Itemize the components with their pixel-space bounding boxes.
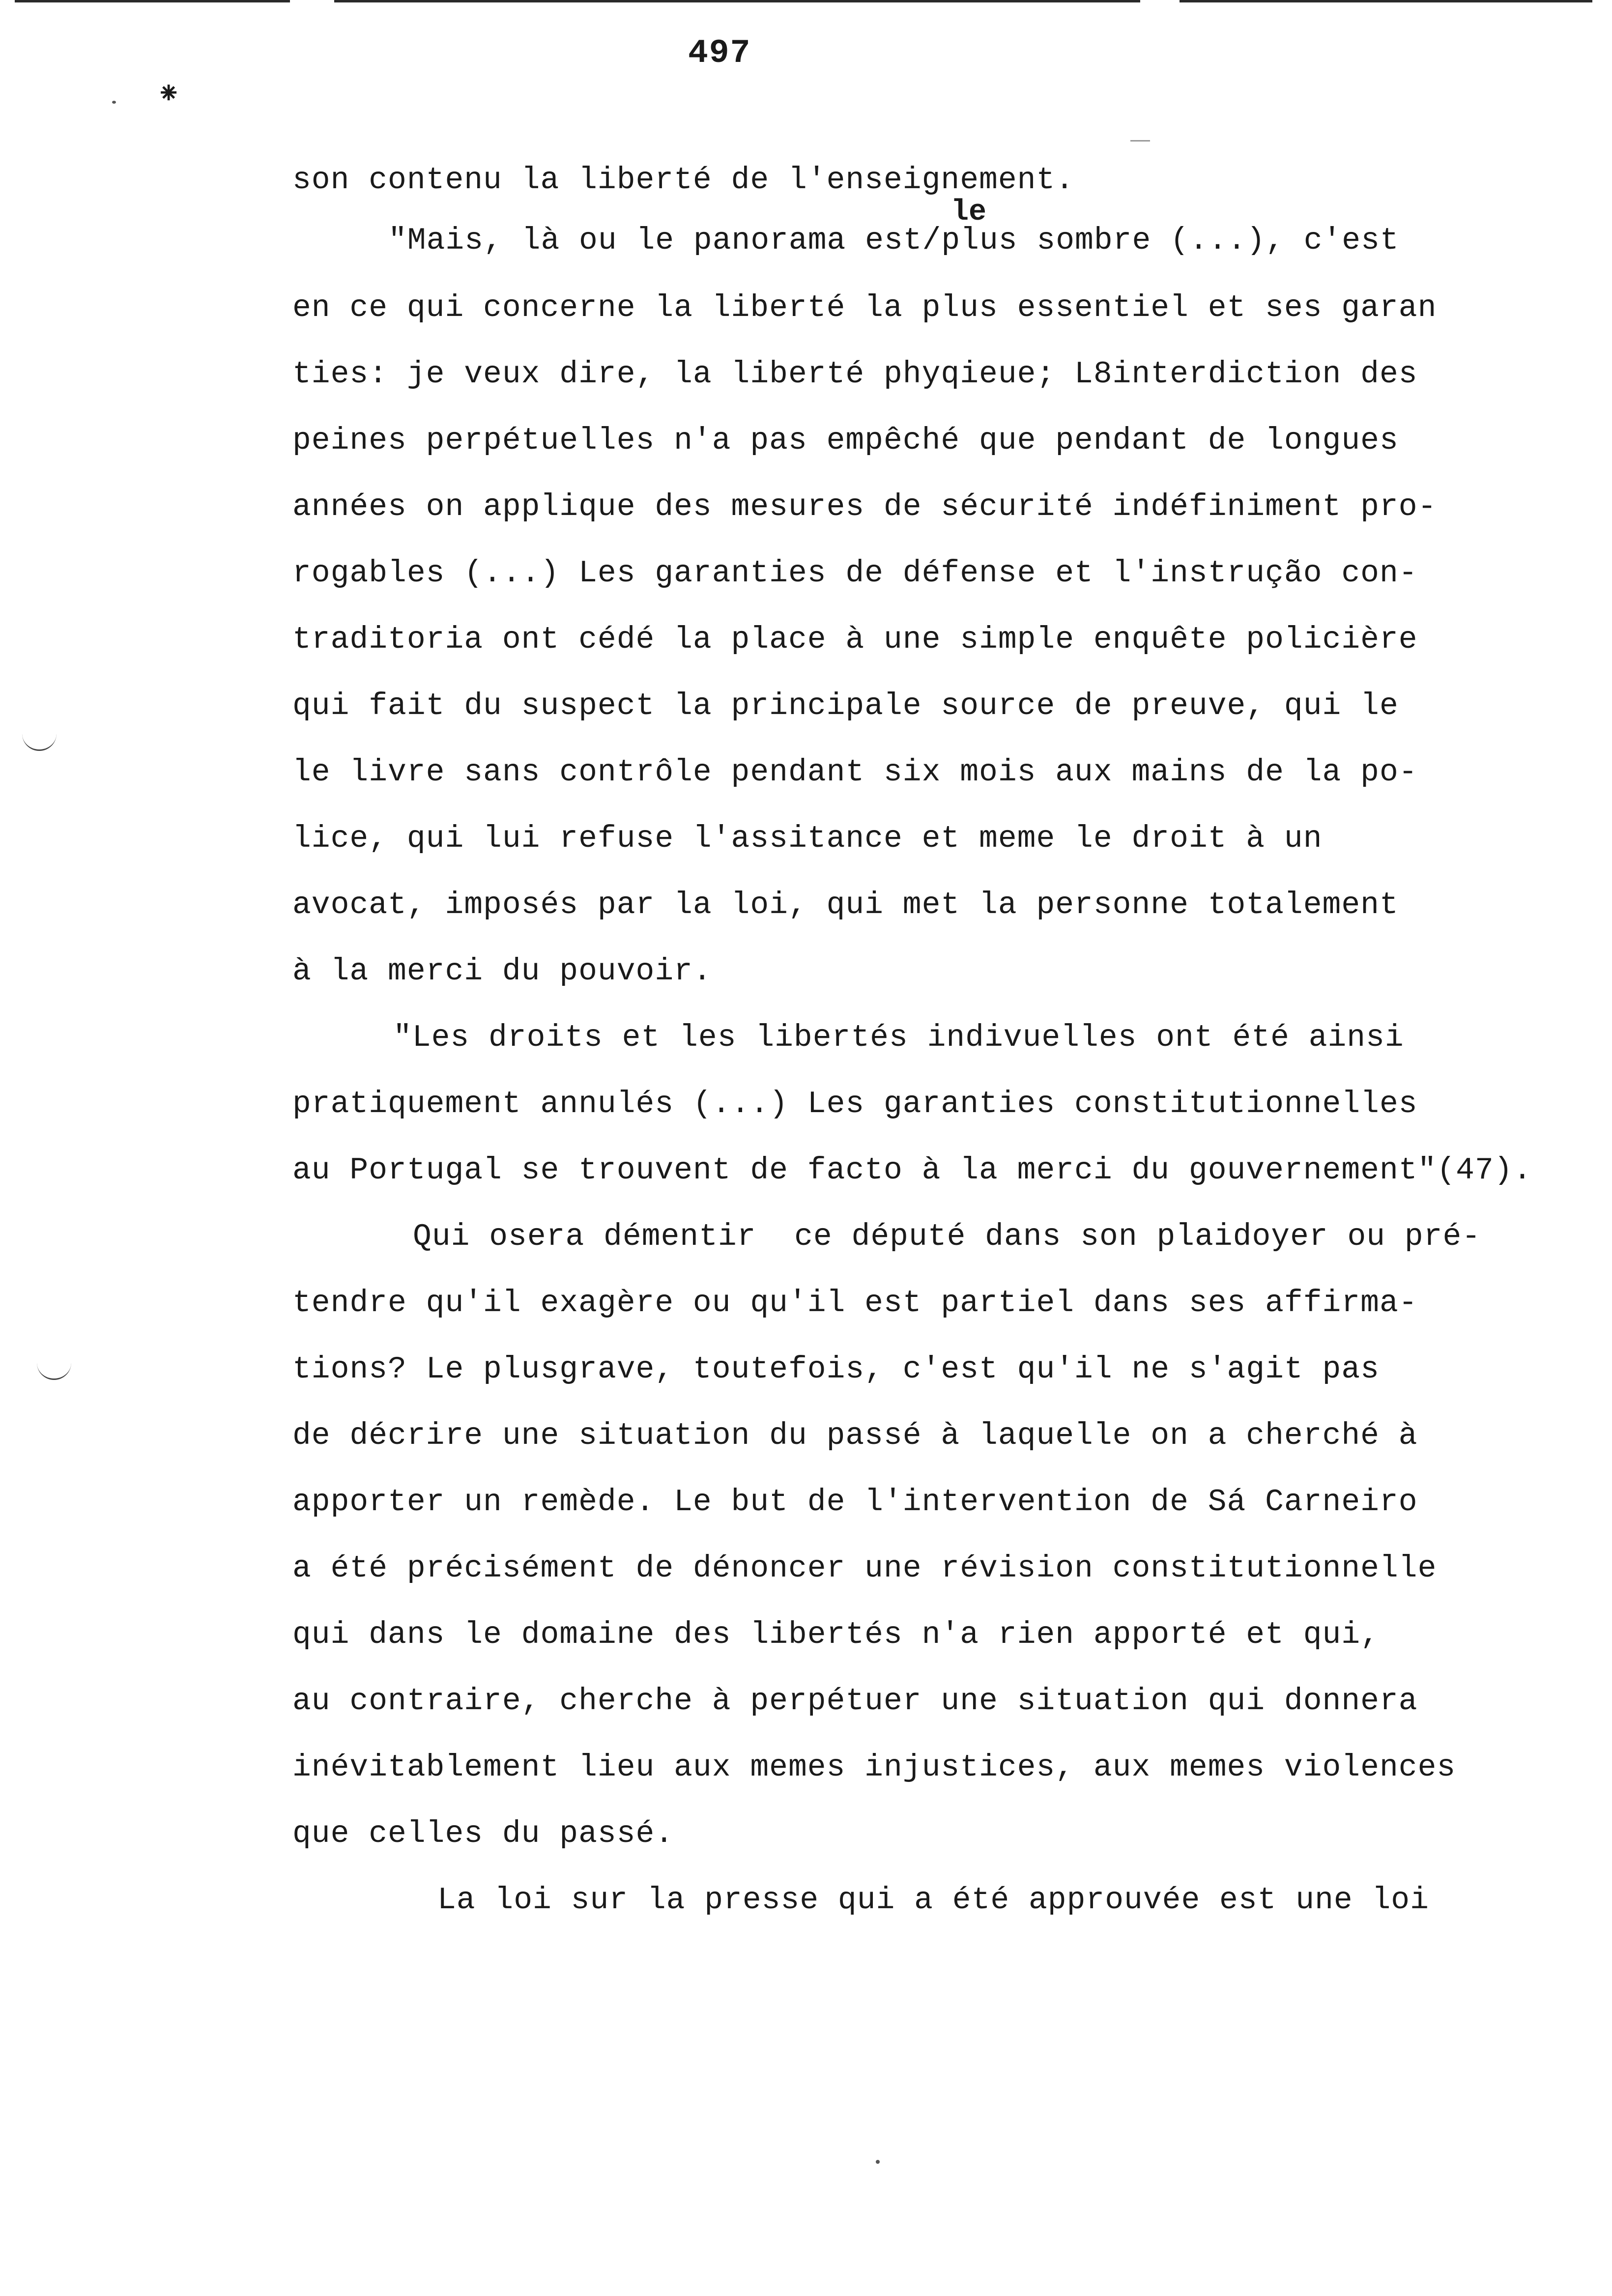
text-line: ties: je veux dire, la liberté phyqieue; L8interdiction des [292,357,1418,392]
text-line: années on applique des mesures de sécurité indéfiniment pro- [292,489,1437,524]
margin-mark [22,720,57,751]
top-rule-middle [334,0,1140,2]
text-line: le livre sans contrôle pendant six mois aux mains de la po- [292,755,1418,790]
top-rule-left [15,0,290,2]
stray-speck [112,101,116,104]
text-line: de décrire une situation du passé à laquelle on a cherché à [292,1418,1418,1453]
text-line: a été précisément de dénoncer une révision constitutionnelle [292,1551,1437,1586]
text-line: en ce qui concerne la liberté la plus essentiel et ses garan [292,290,1437,325]
stray-speck [876,2160,880,2164]
text-line: tions? Le plusgrave, toutefois, c'est qu'il ne s'agit pas [292,1352,1380,1387]
text-line: rogables (...) Les garanties de défense et l'instrução con- [292,556,1418,591]
text-line: "Mais, là ou le panorama est/plus sombre (...), c'est [388,223,1399,258]
text-line: La loi sur la presse qui a été approuvée est une loi [437,1883,1429,1918]
text-line: qui dans le domaine des libertés n'a rien apporté et qui, [292,1617,1380,1652]
text-line: "Les droits et les libertés indivuelles ont été ainsi [393,1020,1404,1055]
text-line: qui fait du suspect la principale source de preuve, qui le [292,689,1399,723]
stray-mark-icon: ⁕ [156,79,181,113]
text-line: que celles du passé. [292,1816,674,1851]
margin-mark [37,1349,71,1380]
text-line: lice, qui lui refuse l'assitance et meme le droit à un [292,821,1323,856]
top-rule-right [1180,0,1592,2]
page-number: 497 [688,34,751,72]
text-line: au Portugal se trouvent de facto à la merci du gouvernement"(47). [292,1153,1532,1188]
text-line: tendre qu'il exagère ou qu'il est partiel dans ses affirma- [292,1286,1418,1320]
text-line: avocat, imposés par la loi, qui met la personne totalement [292,888,1399,922]
text-line: traditoria ont cédé la place à une simple enquête policière [292,622,1418,657]
text-line: son contenu la liberté de l'enseignement. [292,163,1075,198]
text-line: au contraire, cherche à perpétuer une situation qui donnera [292,1684,1418,1719]
text-line: peines perpétuelles n'a pas empêché que pendant de longues [292,423,1399,458]
text-line: pratiquement annulés (...) Les garanties constitutionnelles [292,1087,1418,1121]
stray-speck [1130,140,1150,142]
text-line: apporter un remède. Le but de l'intervention de Sá Carneiro [292,1485,1418,1520]
text-line: à la merci du pouvoir. [292,954,712,989]
text-line: inévitablement lieu aux memes injustices, aux memes violences [292,1750,1456,1785]
text-line: Qui osera démentir ce député dans son plaidoyer ou pré- [413,1219,1481,1254]
handwritten-insertion: le [951,196,987,229]
